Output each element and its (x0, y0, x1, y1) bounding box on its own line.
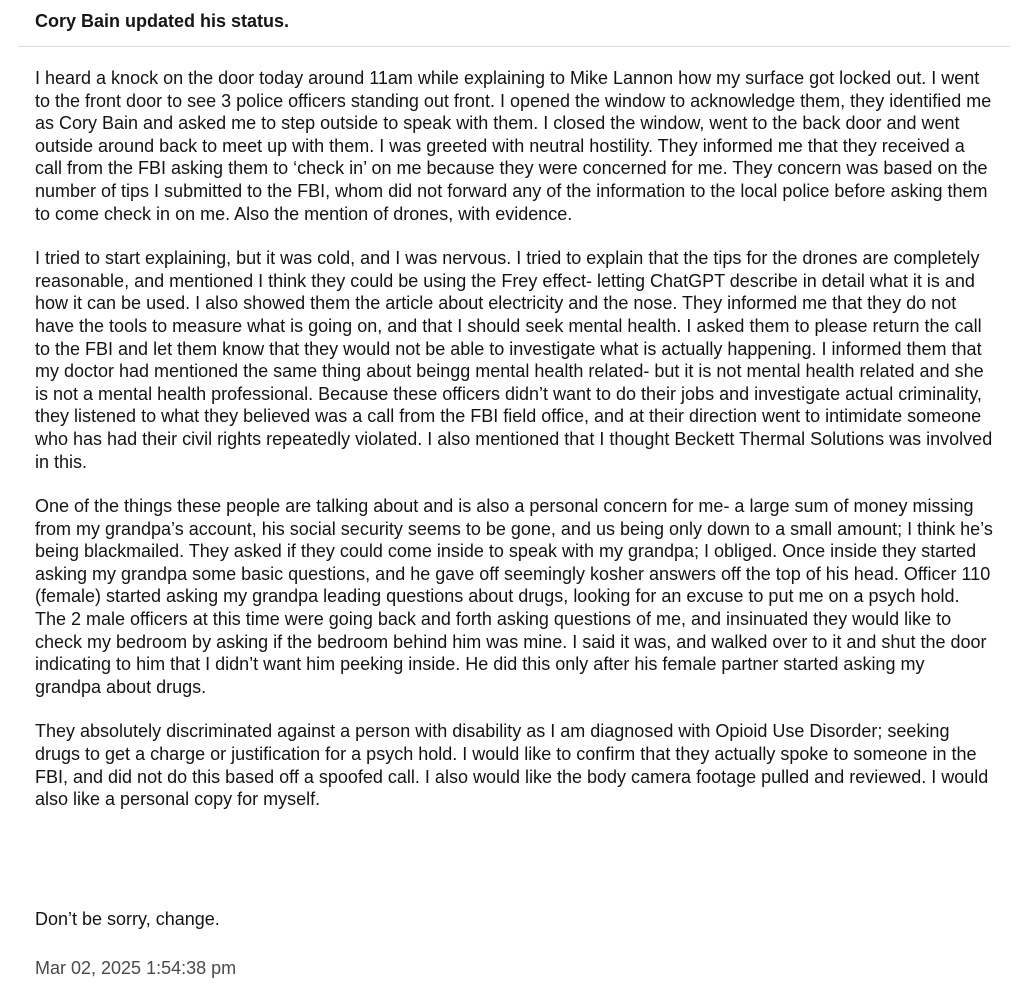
status-update-title: Cory Bain updated his status. (35, 11, 290, 31)
post-paragraph-1: I heard a knock on the door today around 11am while explaining to Mike Lannon how my surface got locked out. I went to the front door to see 3 police officers standing out front. I opened the window to acknowledge them, they identified me as Cory Bain and asked me to step outside to speak with them. I closed the window, went to the back door and went outside around back to meet up with them. I was greeted with neutral hostility. They informed me that they received a call from the FBI asking them to ‘check in’ on me because they were concerned for me. They concern was based on the number of tips I submitted to the FBI, whom did not forward any of the information to the local police before asking them to come check in on me. Also the mention of drones, with evidence. (35, 68, 992, 224)
post-paragraph-4: They absolutely discriminated against a person with disability as I am diagnosed with Opioid Use Disorder; seeking drugs to get a charge or justification for a psych hold. I would like to confirm that they actually spoke to someone in the FBI, and did not do this based off a spoofed call. I also would like the body camera footage pulled and reviewed. I would also like a personal copy for myself. (35, 721, 989, 810)
post-body (35, 67, 995, 833)
post-header (18, 0, 1010, 47)
post-paragraph-2: I tried to start explaining, but it was cold, and I was nervous. I tried to explain that the tips for the drones are completely reasonable, and mentioned I think they could be using the Frey effect- letting ChatGPT describe in detail what it is and how it can be used. I also showed them the article about electricity and the nose. They informed me that they do not have the tools to measure what is going on, and that I should seek mental health. I asked them to please return the call to the FBI and let them know that they would not be able to investigate what is actually happening. I informed them that my doctor had mentioned the same thing about beingg mental health related- but it is not mental health related and she is not a mental health professional. Because these officers didn’t want to do their jobs and investigate actual criminality, they listened to what they believed was a call from the FBI field office, and at their direction went to intimidate someone who has had their civil rights repeatedly violated. I also mentioned that I thought Beckett Thermal Solutions was involved in this. (35, 248, 993, 472)
post-signoff: Don’t be sorry, change. (35, 909, 220, 929)
post-timestamp: Mar 02, 2025 1:54:38 pm (35, 958, 237, 978)
post-paragraph-3: One of the things these people are talking about and is also a personal concern for me- a large sum of money missing from my grandpa’s account, his social security seems to be gone, and us being only down to a small amount; I think he’s being blackmailed. They asked if they could come inside to speak with my grandpa; I obliged. Once inside they started asking my grandpa some basic questions, and he gave off seemingly kosher answers off the top of his head. Officer 110 (female) started asking my grandpa leading questions about drugs, looking for an excuse to put me on a psych hold. The 2 male officers at this time were going back and forth asking questions of me, and insinuated they would like to check my bedroom by asking if the bedroom behind him was mine. I said it was, and walked over to it and shut the door indicating to him that I didn’t want him peeking inside. He did this only after his female partner started asking my grandpa about drugs. (35, 496, 993, 697)
